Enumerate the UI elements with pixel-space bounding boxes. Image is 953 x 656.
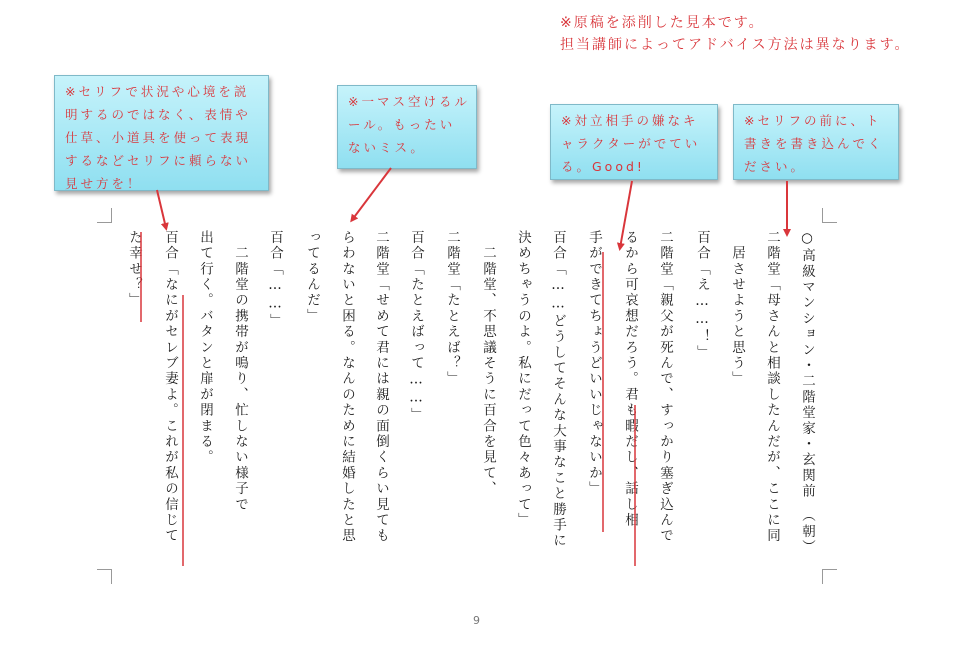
manuscript-column: 出て行く。バタンと扉が閉まる。 bbox=[197, 230, 213, 466]
manuscript-column: 決めちゃうのよ。私にだって色々あって」 bbox=[515, 230, 531, 529]
correction-note-line-2: 担当講師によってアドバイス方法は異なります。 bbox=[560, 37, 911, 53]
manuscript-column: 百合「……どうしてそんな大事なこと勝手に bbox=[550, 230, 566, 549]
manuscript-column: 二階堂「母さんと相談したんだが、ここに同 bbox=[764, 230, 780, 544]
manuscript-column: 居させようと思う」 bbox=[729, 230, 745, 387]
manuscript-column: 百合「なにがセレブ妻よ。これが私の信じて bbox=[162, 230, 178, 544]
page-number: 9 bbox=[473, 614, 480, 627]
manuscript-column: 二階堂、不思議そうに百合を見て、 bbox=[480, 230, 496, 497]
manuscript-column: 二階堂「親父が死んで、すっかり塞ぎ込んで bbox=[657, 230, 673, 544]
manuscript-column: 百合「たとえばって……」 bbox=[408, 230, 424, 424]
manuscript-column: るから可哀想だろう。君も暇だし、話し相 bbox=[622, 230, 638, 529]
manuscript-column: 百合「……」 bbox=[267, 230, 283, 330]
arrow-indent-rule bbox=[352, 168, 391, 220]
manuscript-column: ○高級マンション・二階堂家・玄関前 （朝） bbox=[799, 230, 815, 556]
callout-indent-rule: ※一マス空けるルール。もったいないミス。 bbox=[337, 85, 477, 169]
manuscript-column: 二階堂「たとえば？」 bbox=[444, 230, 460, 387]
callout-rival-character: ※対立相手の嫌なキャラクターがでている。Good! bbox=[550, 104, 718, 180]
manuscript-column: 百合「え……！」 bbox=[694, 230, 710, 361]
manuscript-column: 二階堂「せめて君には親の面倒くらい見ても bbox=[373, 230, 389, 544]
arrow-rival-character bbox=[620, 181, 632, 248]
correction-note-line-1: ※原稿を添削した見本です。 bbox=[560, 15, 765, 31]
manuscript-column: た幸せ？」 bbox=[126, 230, 142, 309]
manuscript-column: ってるんだ」 bbox=[304, 230, 320, 325]
callout-stage-direction: ※セリフの前に、ト書きを書き込んでください。 bbox=[733, 104, 899, 180]
manuscript-column: らわないと困る。なんのために結婚したと思 bbox=[339, 230, 355, 544]
manuscript-column: 手ができてちょうどいいじゃないか」 bbox=[586, 230, 602, 497]
manuscript-column: 二階堂の携帯が鳴り、忙しない様子で bbox=[232, 230, 248, 513]
callout-show-dont-tell: ※セリフで状況や心境を説明するのではなく、表情や仕草、小道具を使って表現するなどセリフに頼らない見せ方を！ bbox=[54, 75, 269, 191]
arrow-show-dont-tell bbox=[157, 190, 166, 228]
